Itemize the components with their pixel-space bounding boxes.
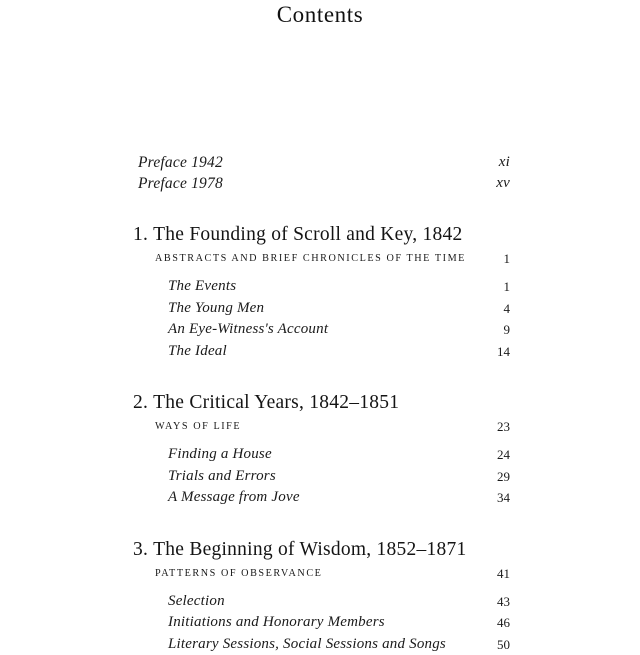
chapter-subtitle-1[interactable] [155, 250, 640, 267]
toc-entry-label: Literary Sessions, Social Sessions and Songs [168, 636, 446, 652]
chapter-subtitle-page-number: 41 [470, 565, 510, 582]
chapter-title: The Founding of Scroll and Key, 1842 [153, 224, 462, 245]
toc-entry[interactable] [168, 444, 640, 466]
toc-entry-page-number: 24 [470, 444, 510, 466]
toc-entry-page-number: 9 [470, 319, 510, 341]
toc-entry-label: The Events [168, 278, 236, 294]
toc-entry-label: Finding a House [168, 446, 272, 462]
toc-entry-page-number: 50 [470, 634, 510, 655]
toc-entry-label: A Message from Jove [168, 489, 300, 505]
toc-entry[interactable] [168, 276, 640, 298]
chapter-subtitle-label: PATTERNS OF OBSERVANCE [155, 568, 322, 579]
toc-entry-label: An Eye-Witness's Account [168, 321, 328, 337]
toc-entry-label: Selection [168, 593, 225, 609]
toc-entry-label: Initiations and Honorary Members [168, 614, 385, 630]
toc-entry-label: The Ideal [168, 343, 227, 359]
toc-entry[interactable] [168, 341, 640, 363]
chapter-subtitle-page-number: 23 [470, 418, 510, 435]
frontmatter-group [0, 152, 640, 194]
chapter-title: The Critical Years, 1842–1851 [153, 392, 399, 413]
toc-entry[interactable] [168, 634, 640, 655]
contents-list [0, 152, 640, 655]
chapter-number: 2. [133, 392, 148, 413]
toc-entry-page-number: 1 [470, 276, 510, 298]
chapter-subtitle-label: ABSTRACTS AND BRIEF CHRONICLES OF THE TIME [155, 253, 466, 264]
toc-entry-page-number: 34 [470, 487, 510, 509]
toc-entry-label: Preface 1942 [138, 154, 223, 171]
toc-entry-page-number: 29 [470, 466, 510, 488]
chapter-subtitle-label: WAYS OF LIFE [155, 421, 241, 432]
toc-entry-page-number: 4 [470, 298, 510, 320]
chapter-heading-3[interactable] [133, 537, 640, 563]
toc-entry[interactable] [168, 466, 640, 488]
page-title: Contents [0, 0, 640, 30]
toc-entry-page-number: xv [470, 173, 510, 194]
chapter-subtitle-page-number: 1 [470, 250, 510, 267]
toc-entry-page-number: 14 [470, 341, 510, 363]
section-list-1 [168, 276, 640, 362]
toc-entry-preface-1978[interactable] [138, 173, 640, 194]
chapter-group-2 [0, 390, 640, 509]
toc-entry[interactable] [168, 612, 640, 634]
toc-entry[interactable] [168, 319, 640, 341]
toc-entry[interactable] [168, 298, 640, 320]
section-list-3 [168, 591, 640, 655]
chapter-heading-2[interactable] [133, 390, 640, 416]
toc-entry[interactable] [168, 487, 640, 509]
chapter-subtitle-3[interactable] [155, 565, 640, 582]
toc-entry-page-number: xi [470, 152, 510, 173]
toc-entry-label: Trials and Errors [168, 468, 276, 484]
chapter-number: 3. [133, 539, 148, 560]
toc-entry[interactable] [168, 591, 640, 613]
chapter-heading-1[interactable] [133, 222, 640, 248]
chapter-group-1 [0, 222, 640, 362]
toc-entry-preface-1942[interactable] [138, 152, 640, 173]
chapter-number: 1. [133, 224, 148, 245]
chapter-group-3 [0, 537, 640, 655]
chapter-title: The Beginning of Wisdom, 1852–1871 [153, 539, 466, 560]
toc-entry-label: The Young Men [168, 300, 264, 316]
toc-entry-page-number: 43 [470, 591, 510, 613]
section-list-2 [168, 444, 640, 509]
toc-entry-label: Preface 1978 [138, 175, 223, 192]
chapter-subtitle-2[interactable] [155, 418, 640, 435]
toc-entry-page-number: 46 [470, 612, 510, 634]
